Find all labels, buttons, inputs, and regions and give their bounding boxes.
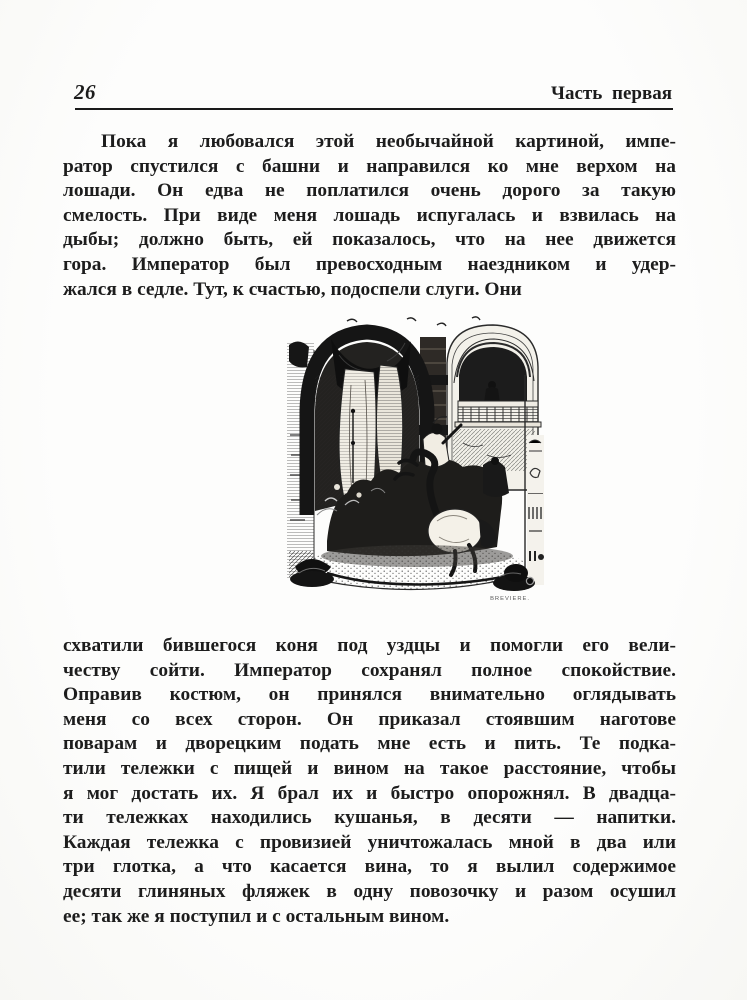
paragraph-2 — [63, 634, 676, 929]
page-number: 26 — [74, 80, 96, 104]
engraving-illustration — [287, 315, 545, 603]
text-line: Пока я любовался этой необычайной картиной, импе- — [101, 131, 676, 152]
text-line: схватили бившегося коня под уздцы и помогли его вели- — [63, 635, 676, 656]
text-line: честву сойти. Император сохранял полное спокойствие. — [63, 659, 676, 681]
text-line: я мог достать их. Я брал их и быстро опорожнял. В двадца- — [63, 782, 676, 804]
text-line: тили тележки с пищей и вином на такое расстояние, чтобы — [63, 757, 676, 779]
text-line: лошади. Он едва не поплатился очень дорого за такую — [63, 180, 676, 202]
text-line: Оправив костюм, он принялся внимательно оглядывать — [63, 684, 676, 706]
text-line: Каждая тележка с провизией уничтожалась мной в два или — [63, 831, 676, 853]
text-line: три глотка, а что касается вина, то я вылил содержимое — [63, 856, 676, 878]
text-line: ее; так же я поступил и с остальным вином. — [63, 905, 450, 927]
text-line: смелость. При виде меня лошадь испугалась и взвилась на — [63, 204, 676, 226]
text-line: десяти глиняных фляжек в одну повозочку и разом осушил — [63, 880, 676, 902]
engraver-signature: BREVIERE. — [490, 596, 530, 602]
engraving-art — [287, 315, 545, 603]
running-title: Часть первая — [551, 83, 672, 104]
text-line: ратор спустился с башни и направился ко мне верхом на — [63, 155, 676, 177]
paragraph-1 — [63, 130, 676, 302]
text-line: ти тележках находились кушанья, в десяти — напитки. — [63, 807, 676, 829]
text-line: гора. Император был превосходным наездником и удер- — [63, 253, 676, 275]
text-line: поварам и дворецким подать мне есть и пить. Те подка- — [63, 733, 676, 755]
text-line: меня со всех сторон. Он приказал стоявшим наготове — [63, 708, 676, 730]
text-line: дыбы; должно быть, ей показалось, что на нее движется — [63, 229, 676, 251]
header-rule — [75, 108, 673, 110]
text-line: жался в седле. Тут, к счастью, подоспели слуги. Они — [63, 278, 522, 300]
